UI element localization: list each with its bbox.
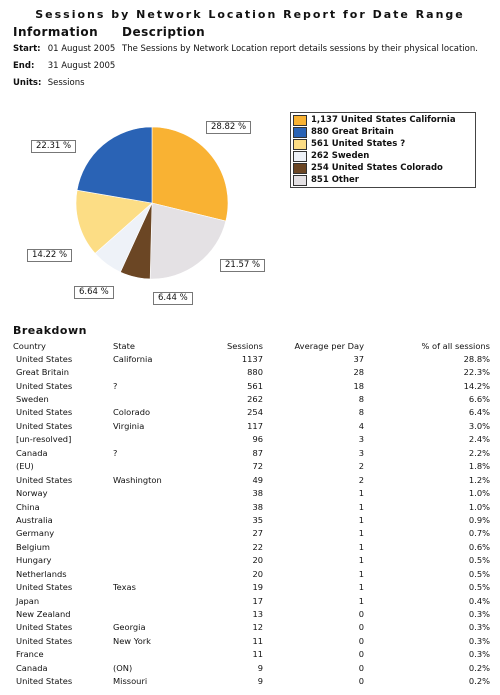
- table-row: [13, 540, 490, 553]
- units-value: Sessions: [47, 78, 85, 88]
- cell-average-per-day: 0: [358, 622, 364, 633]
- table-row: [13, 433, 490, 446]
- cell-sessions: 38: [252, 501, 263, 512]
- cell-percent: 0.7%: [468, 528, 490, 539]
- cell-percent: 0.4%: [468, 595, 490, 606]
- description-heading: Description: [122, 25, 206, 39]
- cell-percent: 0.6%: [468, 541, 490, 552]
- cell-percent: 0.2%: [468, 676, 490, 687]
- pct-label-great-britain: 22.31 %: [31, 140, 76, 153]
- cell-country: China: [16, 501, 40, 512]
- cell-percent: 0.9%: [468, 514, 490, 525]
- table-row: [13, 352, 490, 365]
- table-row: [13, 419, 490, 432]
- cell-country: Sweden: [16, 394, 49, 405]
- pct-label-california: 28.82 %: [206, 121, 251, 134]
- report-title: Sessions by Network Location Report for Date Range: [35, 8, 465, 21]
- cell-percent: 0.3%: [468, 635, 490, 646]
- table-row: [13, 554, 490, 567]
- cell-country: United States: [16, 380, 73, 391]
- cell-average-per-day: 1: [358, 514, 364, 525]
- cell-sessions: 1137: [241, 353, 263, 364]
- legend-swatch: [293, 175, 307, 186]
- cell-percent: 2.2%: [468, 447, 490, 458]
- legend-item: [293, 114, 473, 126]
- cell-average-per-day: 0: [358, 676, 364, 687]
- cell-country: France: [16, 649, 44, 660]
- cell-average-per-day: 1: [358, 595, 364, 606]
- table-row: [13, 486, 490, 499]
- cell-average-per-day: 0: [358, 662, 364, 673]
- cell-state: Colorado: [113, 407, 151, 418]
- cell-average-per-day: 1: [358, 568, 364, 579]
- cell-average-per-day: 37: [353, 353, 364, 364]
- column-header-state: State: [113, 340, 135, 351]
- cell-country: United States: [16, 582, 73, 593]
- cell-state: Missouri: [113, 676, 148, 687]
- chart-legend: [290, 112, 476, 188]
- cell-sessions: 880: [247, 367, 263, 378]
- legend-label: 851 Other: [311, 175, 359, 185]
- cell-country: Japan: [16, 595, 40, 606]
- table-row: [13, 594, 490, 607]
- units-label: Units:: [13, 78, 42, 88]
- table-row: [13, 621, 490, 634]
- cell-country: Canada: [16, 447, 48, 458]
- cell-sessions: 117: [247, 420, 263, 431]
- cell-percent: 0.3%: [468, 649, 490, 660]
- cell-percent: 0.5%: [468, 582, 490, 593]
- cell-sessions: 17: [252, 595, 263, 606]
- cell-percent: 1.2%: [468, 474, 490, 485]
- cell-percent: 22.3%: [463, 367, 490, 378]
- cell-percent: 0.5%: [468, 568, 490, 579]
- cell-average-per-day: 8: [358, 394, 364, 405]
- table-header-row: [13, 339, 490, 352]
- cell-average-per-day: 1: [358, 541, 364, 552]
- start-label: Start:: [13, 44, 41, 54]
- table-row: [13, 661, 490, 674]
- cell-sessions: 87: [252, 447, 263, 458]
- cell-percent: 3.0%: [468, 420, 490, 431]
- end-label: End:: [13, 61, 35, 71]
- cell-average-per-day: 0: [358, 649, 364, 660]
- cell-country: Belgium: [16, 541, 51, 552]
- cell-percent: 2.4%: [468, 434, 490, 445]
- cell-state: [113, 594, 193, 607]
- end-value: 31 August 2005: [47, 61, 116, 71]
- table-row: [13, 567, 490, 580]
- cell-state: [113, 486, 193, 499]
- legend-item: [293, 126, 473, 138]
- cell-country: [un-resolved]: [16, 434, 72, 445]
- breakdown-heading: Breakdown: [13, 324, 87, 337]
- cell-sessions: 262: [247, 394, 263, 405]
- cell-country: Australia: [16, 514, 53, 525]
- table-row: [13, 527, 490, 540]
- cell-state: [113, 460, 193, 473]
- cell-average-per-day: 1: [358, 528, 364, 539]
- cell-country: United States: [16, 676, 73, 687]
- column-header-country: Country: [13, 340, 46, 351]
- cell-sessions: 13: [252, 609, 263, 620]
- legend-item: [293, 162, 473, 174]
- table-row: [13, 473, 490, 486]
- pct-label-other: 21.57 %: [220, 259, 265, 272]
- cell-country: Germany: [16, 528, 55, 539]
- cell-percent: 0.5%: [468, 555, 490, 566]
- cell-state: [113, 554, 193, 567]
- cell-average-per-day: 1: [358, 488, 364, 499]
- cell-state: ?: [113, 447, 118, 458]
- cell-average-per-day: 3: [358, 447, 364, 458]
- cell-sessions: 35: [252, 514, 263, 525]
- information-heading: Information: [13, 25, 99, 39]
- pct-label-sweden: 6.64 %: [74, 286, 114, 299]
- cell-percent: 28.8%: [463, 353, 490, 364]
- cell-average-per-day: 28: [353, 367, 364, 378]
- cell-sessions: 22: [252, 541, 263, 552]
- column-header-percent: % of all sessions: [421, 340, 490, 351]
- cell-sessions: 20: [252, 555, 263, 566]
- legend-swatch: [293, 163, 307, 174]
- column-header-average: Average per Day: [294, 340, 364, 351]
- cell-country: (EU): [16, 461, 34, 472]
- cell-sessions: 561: [247, 380, 263, 391]
- cell-state: New York: [113, 635, 151, 646]
- cell-percent: 6.4%: [468, 407, 490, 418]
- cell-country: United States: [16, 474, 73, 485]
- legend-item: [293, 150, 473, 162]
- cell-state: [113, 527, 193, 540]
- cell-country: New Zealand: [16, 609, 71, 620]
- table-row: [13, 648, 490, 661]
- cell-average-per-day: 2: [358, 461, 364, 472]
- cell-sessions: 12: [252, 622, 263, 633]
- table-row: [13, 634, 490, 647]
- cell-sessions: 49: [252, 474, 263, 485]
- cell-state: [113, 648, 193, 661]
- legend-label: 1,137 United States California: [311, 115, 456, 125]
- cell-percent: 0.3%: [468, 609, 490, 620]
- cell-state: Georgia: [113, 622, 146, 633]
- cell-percent: 1.8%: [468, 461, 490, 472]
- table-row: [13, 392, 490, 405]
- cell-country: United States: [16, 635, 73, 646]
- cell-country: United States: [16, 622, 73, 633]
- table-row: [13, 513, 490, 526]
- cell-sessions: 96: [252, 434, 263, 445]
- cell-country: Great Britain: [16, 367, 70, 378]
- cell-state: ?: [113, 380, 118, 391]
- cell-sessions: 20: [252, 568, 263, 579]
- table-row: [13, 460, 490, 473]
- cell-country: Netherlands: [16, 568, 67, 579]
- cell-sessions: 9: [257, 662, 263, 673]
- cell-country: Hungary: [16, 555, 52, 566]
- cell-state: [113, 392, 193, 405]
- table-row: [13, 607, 490, 620]
- legend-label: 262 Sweden: [311, 151, 370, 161]
- cell-percent: 1.0%: [468, 501, 490, 512]
- table-row: [13, 446, 490, 459]
- cell-state: Virginia: [113, 420, 145, 431]
- cell-average-per-day: 3: [358, 434, 364, 445]
- cell-sessions: 254: [247, 407, 263, 418]
- cell-country: Norway: [16, 488, 48, 499]
- cell-sessions: 9: [257, 676, 263, 687]
- cell-state: [113, 567, 193, 580]
- legend-label: 880 Great Britain: [311, 127, 394, 137]
- cell-sessions: 38: [252, 488, 263, 499]
- slice-great-britain: [77, 127, 152, 203]
- cell-average-per-day: 0: [358, 635, 364, 646]
- cell-average-per-day: 18: [353, 380, 364, 391]
- cell-sessions: 19: [252, 582, 263, 593]
- legend-swatch: [293, 127, 307, 138]
- legend-item: [293, 138, 473, 150]
- breakdown-table: [13, 339, 490, 688]
- cell-average-per-day: 2: [358, 474, 364, 485]
- legend-label: 561 United States ?: [311, 139, 406, 149]
- cell-country: United States: [16, 420, 73, 431]
- cell-average-per-day: 1: [358, 582, 364, 593]
- cell-country: United States: [16, 353, 73, 364]
- table-row: [13, 580, 490, 593]
- cell-sessions: 27: [252, 528, 263, 539]
- cell-percent: 0.2%: [468, 662, 490, 673]
- table-row: [13, 365, 490, 378]
- cell-country: United States: [16, 407, 73, 418]
- column-header-sessions: Sessions: [227, 340, 263, 351]
- cell-average-per-day: 4: [358, 420, 364, 431]
- legend-item: [293, 174, 473, 186]
- table-row: [13, 500, 490, 513]
- table-row: [13, 406, 490, 419]
- legend-swatch: [293, 115, 307, 126]
- cell-sessions: 11: [252, 635, 263, 646]
- cell-average-per-day: 1: [358, 555, 364, 566]
- cell-state: [113, 540, 193, 553]
- cell-state: (ON): [113, 662, 133, 673]
- cell-country: Canada: [16, 662, 48, 673]
- table-row: [13, 675, 490, 688]
- cell-percent: 14.2%: [463, 380, 490, 391]
- legend-label: 254 United States Colorado: [311, 163, 443, 173]
- description-text: The Sessions by Network Location report details sessions by their physical location.: [122, 44, 478, 54]
- cell-percent: 1.0%: [468, 488, 490, 499]
- cell-sessions: 72: [252, 461, 263, 472]
- cell-average-per-day: 8: [358, 407, 364, 418]
- cell-state: [113, 513, 193, 526]
- cell-state: Washington: [113, 474, 162, 485]
- cell-average-per-day: 1: [358, 501, 364, 512]
- cell-state: Texas: [113, 582, 136, 593]
- table-row: [13, 379, 490, 392]
- cell-percent: 0.3%: [468, 622, 490, 633]
- pct-label-colorado: 6.44 %: [153, 292, 193, 305]
- cell-average-per-day: 0: [358, 609, 364, 620]
- cell-percent: 6.6%: [468, 394, 490, 405]
- cell-state: California: [113, 353, 153, 364]
- cell-state: [113, 607, 193, 620]
- cell-state: [113, 433, 193, 446]
- legend-swatch: [293, 139, 307, 150]
- pct-label-united-states-unknown: 14.22 %: [27, 249, 72, 262]
- legend-swatch: [293, 151, 307, 162]
- start-value: 01 August 2005: [47, 44, 116, 54]
- cell-sessions: 11: [252, 649, 263, 660]
- cell-state: [113, 365, 193, 378]
- cell-state: [113, 500, 193, 513]
